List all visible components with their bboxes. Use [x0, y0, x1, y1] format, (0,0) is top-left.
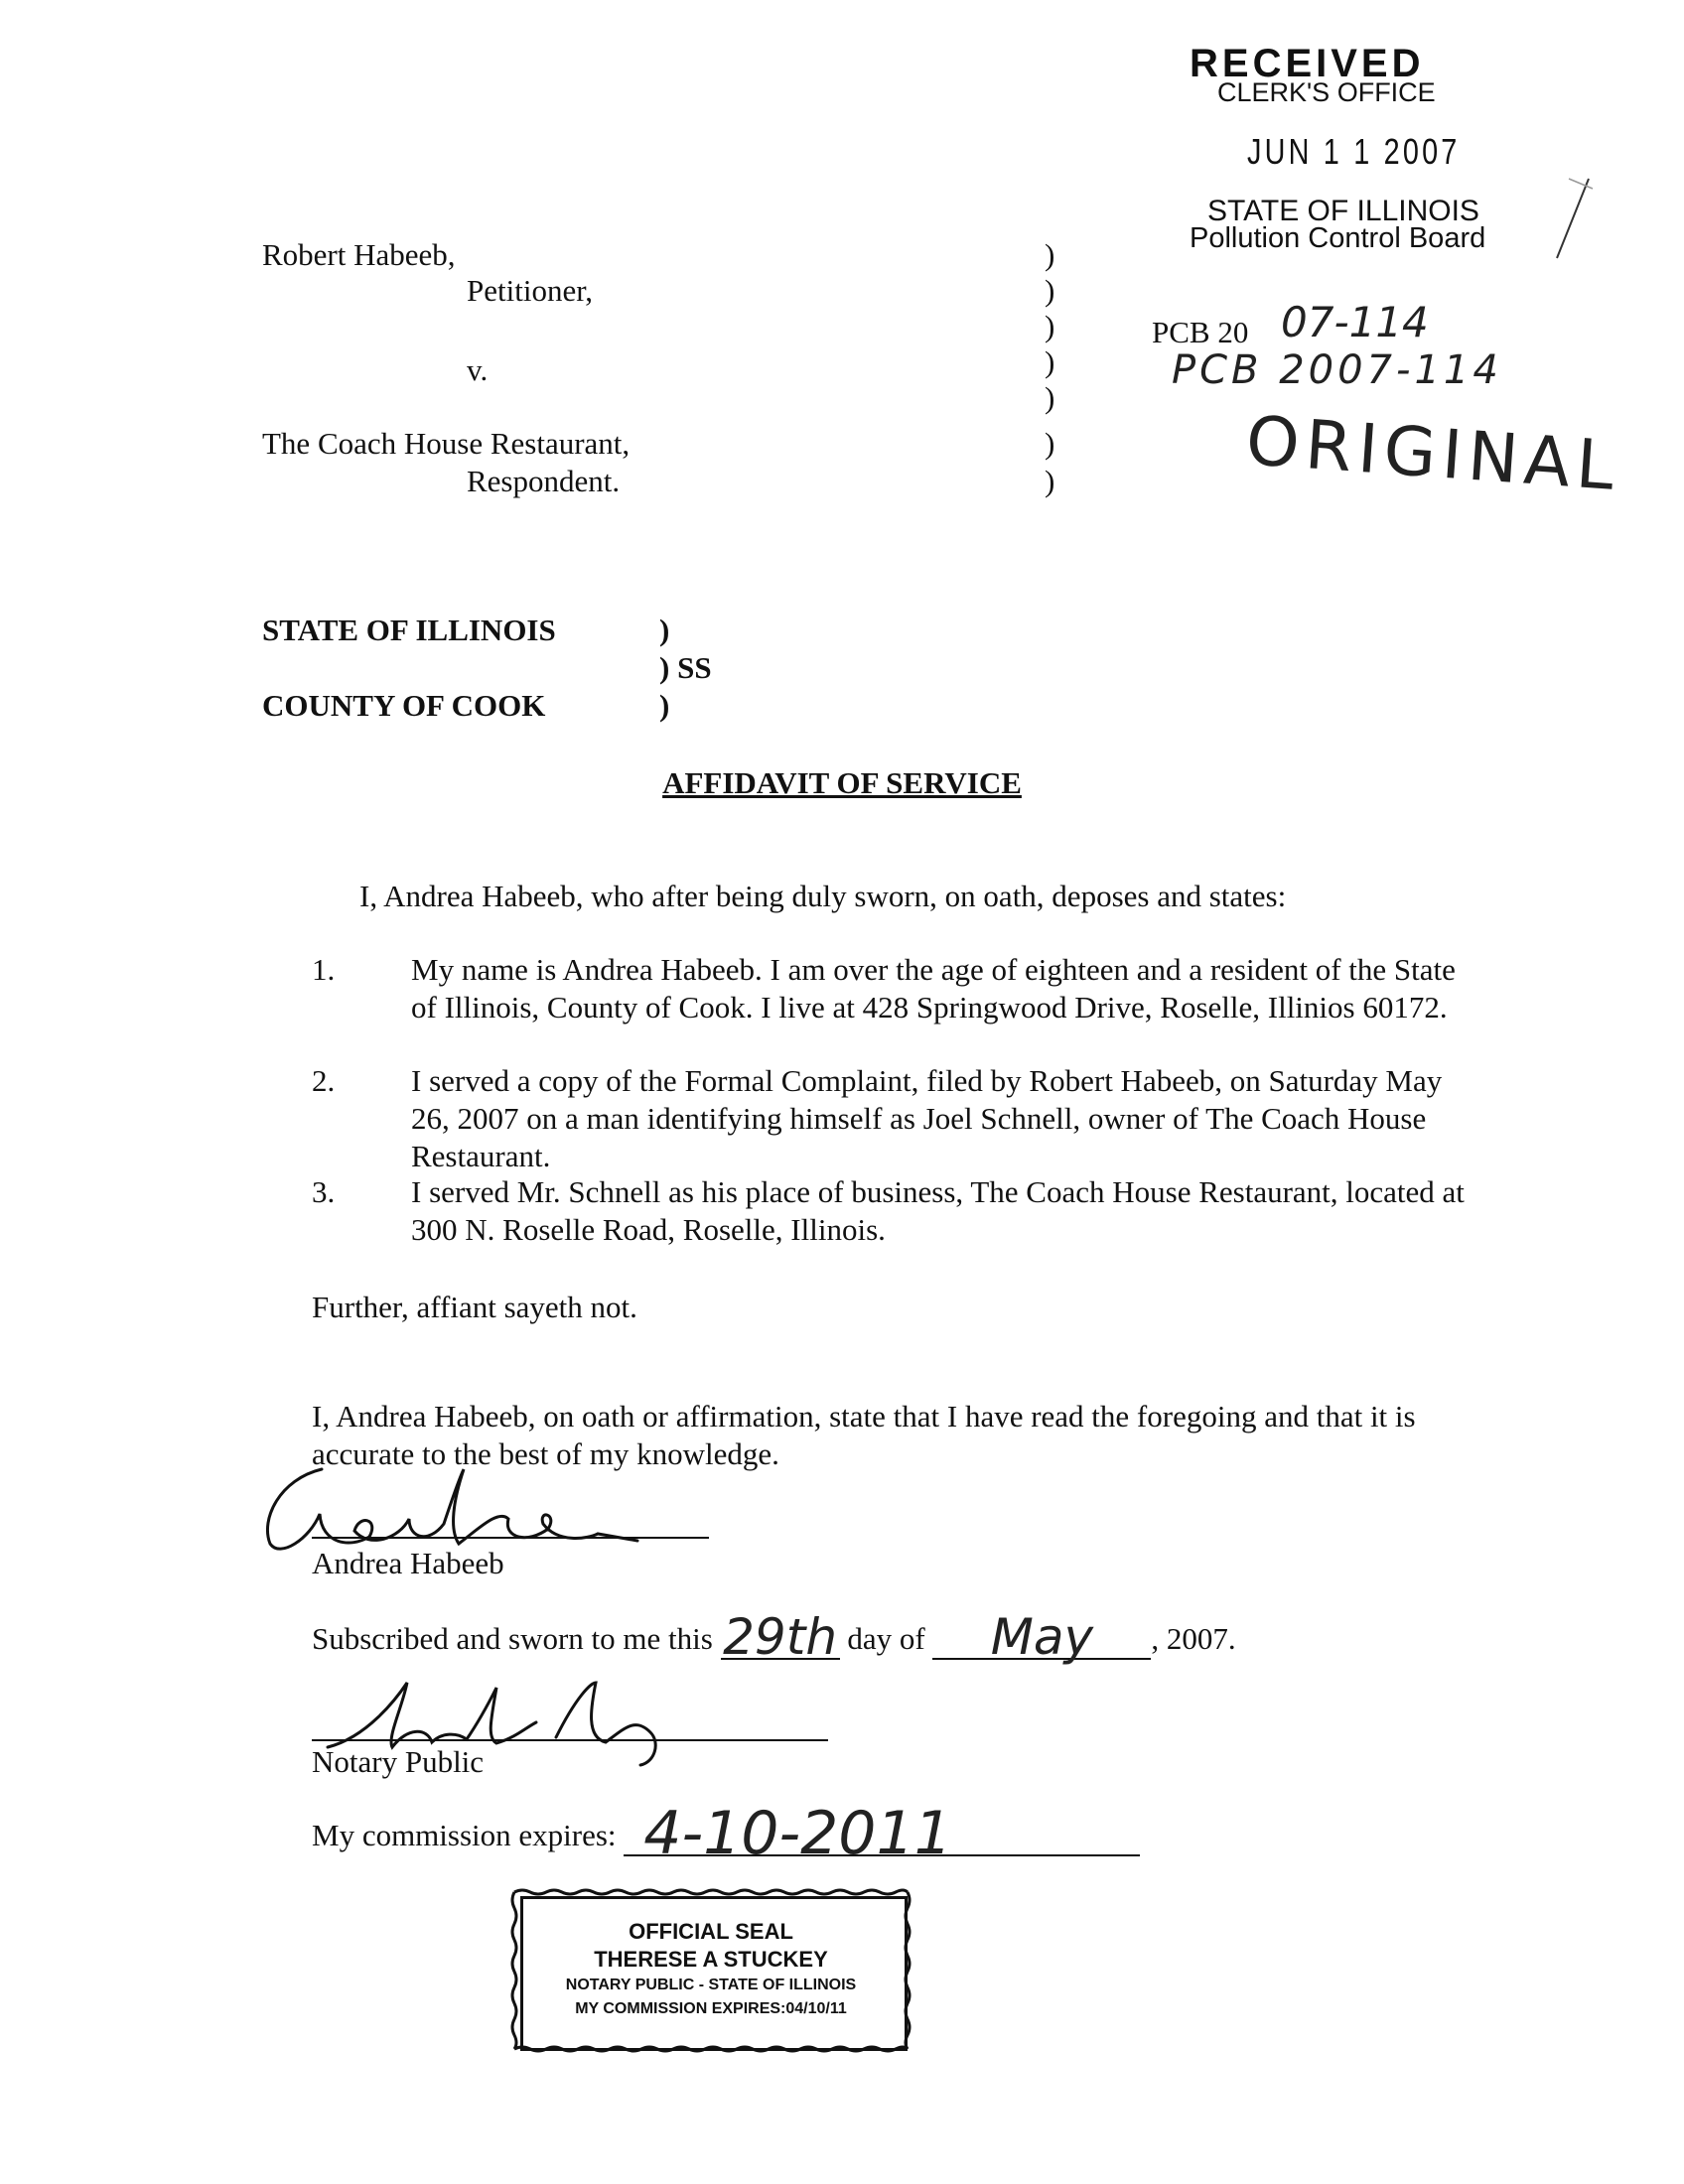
- affidavit-item: My name is Andrea Habeeb. I am over the age of eighteen and a resident of the State of Illinois, County of Cook. I live at 428 Springwood Drive, Roselle, Illinios 60172.: [411, 952, 1456, 1024]
- caption-paren: ): [1045, 380, 1055, 415]
- caption-paren: ): [1045, 273, 1055, 308]
- commission-line: [312, 1799, 1140, 1868]
- seal-notary-state: NOTARY PUBLIC - STATE OF ILLINOIS: [565, 1977, 857, 1993]
- affiant-name: Andrea Habeeb: [312, 1546, 504, 1580]
- margin-mark: [1549, 139, 1609, 268]
- respondent-name: The Coach House Restaurant,: [262, 426, 631, 461]
- caption-paren: ): [1045, 464, 1055, 498]
- month-handwritten: May: [990, 1608, 1094, 1666]
- venue-ss: ) SS: [659, 650, 712, 685]
- seal-title: OFFICIAL SEAL: [629, 1919, 793, 1944]
- caption-paren: ): [1045, 344, 1055, 379]
- venue-paren: ): [659, 688, 670, 723]
- item-number: 2.: [312, 1063, 336, 1098]
- official-seal: [510, 1888, 912, 2053]
- closing-statement: Further, affiant sayeth not.: [312, 1290, 637, 1324]
- commission-date-handwritten: 4-10-2011: [643, 1799, 952, 1868]
- respondent-role: Respondent.: [467, 464, 621, 498]
- venue-state: STATE OF ILLINOIS: [262, 613, 556, 647]
- caption-paren: ): [1045, 426, 1055, 461]
- case-number-typed: PCB 20: [1152, 315, 1249, 349]
- item-number: 1.: [312, 952, 336, 987]
- caption-paren: ): [1045, 309, 1055, 343]
- venue-paren: ): [659, 613, 670, 647]
- affidavit-item: I served a copy of the Formal Complaint, filed by Robert Habeeb, on Saturday May 26, 2007 on a man identifying himself as Joel Schnell, owner of The Coach House Restaurant.: [411, 1063, 1443, 1173]
- case-number-handwritten: 07-114: [1281, 298, 1429, 346]
- day-handwritten: 29th: [723, 1608, 838, 1666]
- caption-paren: ): [1045, 237, 1055, 272]
- affidavit-intro: I, Andrea Habeeb, who after being duly sworn, on oath, deposes and states:: [359, 879, 1287, 913]
- commission-label: My commission expires:: [312, 1818, 617, 1852]
- commission-blank: [624, 1799, 1140, 1868]
- original-stamp: ORIGINAL: [1243, 402, 1622, 507]
- venue-county: COUNTY OF COOK: [262, 688, 546, 723]
- notary-label: Notary Public: [312, 1744, 485, 1779]
- versus: v.: [467, 352, 489, 387]
- seal-commission-expiry: MY COMMISSION EXPIRES:04/10/11: [575, 2000, 847, 2017]
- seal-notary-name: THERESE A STUCKEY: [594, 1947, 828, 1972]
- received-stamp-date: JUN 1 1 2007: [1247, 131, 1461, 172]
- case-number-handwritten-note: PCB 2007-114: [1172, 347, 1502, 393]
- notary-signature-line: [312, 1739, 828, 1741]
- day-of-label: day of: [847, 1621, 925, 1656]
- affiant-signature-line: [312, 1537, 709, 1539]
- received-stamp-title: RECEIVED: [1190, 42, 1425, 85]
- document-title: AFFIDAVIT OF SERVICE: [662, 765, 1022, 800]
- received-stamp-office: CLERK'S OFFICE: [1217, 77, 1436, 107]
- subscribed-line: [312, 1608, 1236, 1666]
- petitioner-name: Robert Habeeb,: [262, 237, 456, 272]
- item-number: 3.: [312, 1174, 336, 1209]
- year-suffix: , 2007.: [1151, 1621, 1236, 1656]
- affidavit-item: I served Mr. Schnell as his place of business, The Coach House Restaurant, located at 300 N. Roselle Road, Roselle, Illinois.: [411, 1174, 1465, 1247]
- petitioner-role: Petitioner,: [467, 273, 594, 308]
- received-stamp-state: STATE OF ILLINOIS: [1207, 195, 1479, 227]
- month-blank: [932, 1608, 1151, 1666]
- received-stamp-board: Pollution Control Board: [1190, 222, 1486, 254]
- seal-text: [510, 1918, 912, 2021]
- day-blank: [721, 1608, 840, 1666]
- verification-statement: I, Andrea Habeeb, on oath or affirmation, state that I have read the foregoing and that it is accurate to the best of my knowledge.: [312, 1399, 1416, 1471]
- subscribed-prefix: Subscribed and sworn to me this: [312, 1621, 713, 1656]
